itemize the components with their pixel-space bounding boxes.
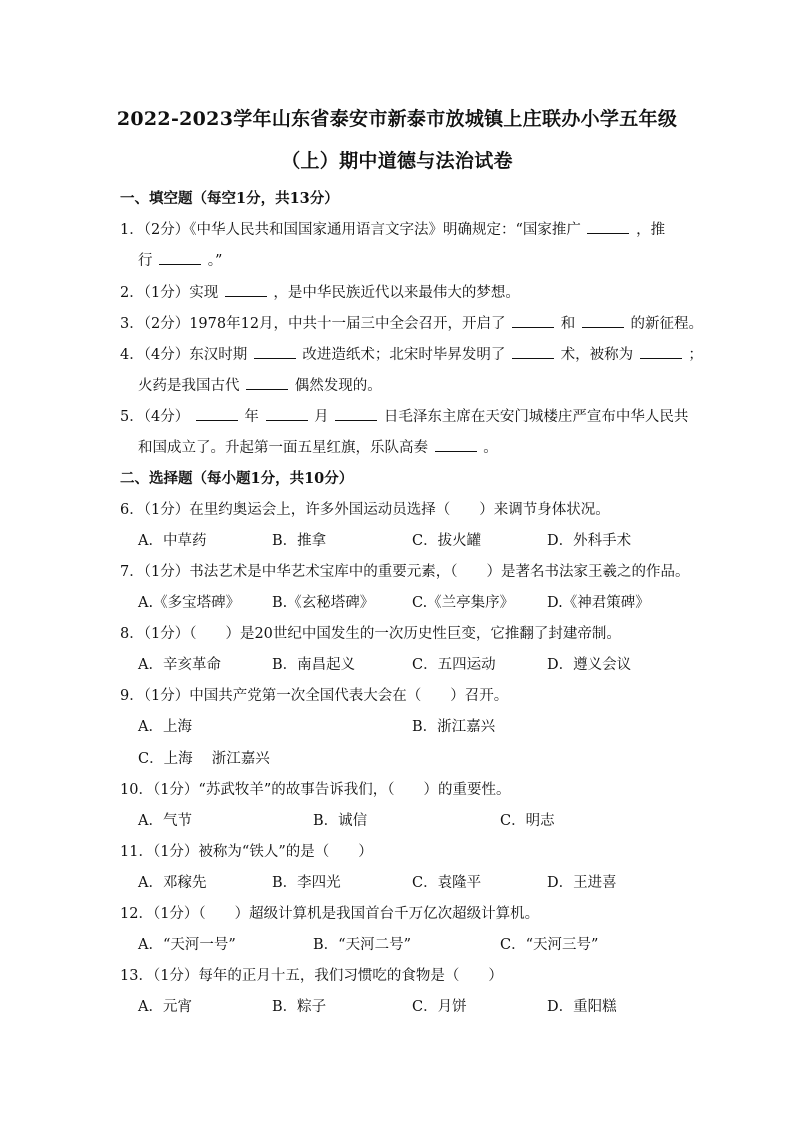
- q9-option-b: B．浙江嘉兴: [412, 719, 496, 735]
- question-10-stem: 10．（1分）“苏武牧羊”的故事告诉我们，（ ）的重要性。: [120, 782, 511, 798]
- q5-text-d: 日毛泽东主席在天安门城楼庄严宣布中华人民共: [383, 409, 689, 425]
- q2-text-a: 2．（1分）实现: [120, 285, 219, 301]
- q7-option-a: A.《多宝塔碑》: [138, 595, 241, 611]
- q8-option-a: A．辛亥革命: [138, 657, 221, 673]
- answer-blank: [246, 376, 288, 390]
- q4-text-c: 术，被称为: [560, 347, 634, 363]
- q6-option-d: D．外科手术: [547, 533, 632, 549]
- q11-option-a: A．邓稼先: [138, 875, 207, 891]
- q11-option-b: B．李四光: [272, 875, 341, 891]
- q6-option-a: A．中草药: [138, 533, 207, 549]
- question-1-line2: [138, 249, 222, 270]
- q2-text-b: ，是中华民族近代以来最伟大的梦想。: [273, 285, 520, 301]
- q1-text-a: 1．（2分）《中华人民共和国国家通用语言文字法》明确规定：“国家推广: [120, 222, 581, 238]
- section-fill-blank-heading: 一、填空题（每空1分，共13分）: [120, 190, 339, 207]
- answer-blank: [159, 251, 201, 265]
- q3-text-b: 和: [560, 316, 576, 332]
- q1-text-d: 。”: [207, 253, 223, 269]
- exam-title-line2: （上）期中道德与法治试卷: [281, 150, 513, 172]
- question-1-line1: [120, 218, 665, 239]
- q3-text-c: 的新征程。: [630, 316, 703, 332]
- q13-option-b: B．粽子: [272, 999, 327, 1015]
- q8-option-b: B．南昌起义: [272, 657, 356, 673]
- question-7-stem: 7．（1分）书法艺术是中华艺术宝库中的重要元素，（ ）是著名书法家王羲之的作品。: [120, 564, 690, 580]
- q4-text-b: 改进造纸术；北宋时毕昇发明了: [302, 347, 506, 363]
- q3-text-a: 3．（2分）1978年12月，中共十一届三中全会召开，开启了: [120, 316, 506, 332]
- answer-blank: [512, 345, 554, 359]
- question-3: [120, 312, 703, 333]
- q11-option-d: D．王进喜: [547, 875, 617, 891]
- question-6-stem: 6．（1分）在里约奥运会上，许多外国运动员选择（ ）来调节身体状况。: [120, 502, 610, 518]
- q10-option-a: A．气节: [138, 813, 192, 829]
- q7-option-c: C.《兰亭集序》: [412, 595, 515, 611]
- q10-option-b: B．诚信: [313, 813, 368, 829]
- question-9-stem: 9．（1分）中国共产党第一次全国代表大会在（ ）召开。: [120, 688, 509, 704]
- q13-option-d: D．重阳糕: [547, 999, 617, 1015]
- q5-text-a: 5．（4分）: [120, 409, 190, 425]
- q7-option-d: D.《神君策碑》: [547, 595, 650, 611]
- q4-text-a: 4．（4分）东汉时期: [120, 347, 248, 363]
- q12-option-b: B．“天河二号”: [313, 937, 411, 953]
- question-5-line2: [138, 436, 498, 457]
- question-2: [120, 281, 520, 302]
- q9-option-a: A．上海: [138, 719, 192, 735]
- q4-text-d: ；: [688, 347, 703, 363]
- q12-option-c: C．“天河三号”: [500, 937, 599, 953]
- q13-option-c: C．月饼: [412, 999, 467, 1015]
- question-8-stem: 8．（1分）（ ）是20世纪中国发生的一次历史性巨变，它推翻了封建帝制。: [120, 626, 621, 642]
- answer-blank: [512, 314, 554, 328]
- question-4-line1: [120, 343, 703, 364]
- q8-option-d: D．遵义会议: [547, 657, 632, 673]
- answer-blank: [196, 407, 238, 421]
- q9-option-c: C．上海 浙江嘉兴: [138, 751, 270, 767]
- q5-text-c: 月: [314, 409, 329, 425]
- section-choice-heading: 二、选择题（每小题1分，共10分）: [120, 470, 354, 487]
- answer-blank: [225, 283, 267, 297]
- question-4-line2: [138, 374, 382, 395]
- answer-blank: [335, 407, 377, 421]
- answer-blank: [640, 345, 682, 359]
- question-5-line1: [120, 405, 688, 426]
- q13-option-a: A．元宵: [138, 999, 192, 1015]
- q6-option-b: B．推拿: [272, 533, 327, 549]
- answer-blank: [254, 345, 296, 359]
- question-11-stem: 11．（1分）被称为“铁人”的是（ ）: [120, 844, 373, 860]
- answer-blank: [435, 438, 477, 452]
- q11-option-c: C．袁隆平: [412, 875, 482, 891]
- q4-text-e: 火药是我国古代: [138, 378, 240, 394]
- q12-option-a: A．“天河一号”: [138, 937, 236, 953]
- q5-text-f: 。: [483, 440, 498, 456]
- q5-text-e: 和国成立了。升起第一面五星红旗，乐队高奏: [138, 440, 428, 456]
- q1-text-b: ，推: [636, 222, 666, 238]
- question-12-stem: 12．（1分）（ ）超级计算机是我国首台千万亿次超级计算机。: [120, 906, 540, 922]
- q4-text-f: 偶然发现的。: [294, 378, 382, 394]
- q6-option-c: C．拔火罐: [412, 533, 482, 549]
- answer-blank: [582, 314, 624, 328]
- answer-blank: [266, 407, 308, 421]
- q5-text-b: 年: [244, 409, 259, 425]
- q10-option-c: C．明志: [500, 813, 555, 829]
- answer-blank: [587, 220, 629, 234]
- question-13-stem: 13．（1分）每年的正月十五，我们习惯吃的食物是（ ）: [120, 968, 503, 984]
- q8-option-c: C．五四运动: [412, 657, 496, 673]
- exam-title-line1: 2022-2023学年山东省泰安市新泰市放城镇上庄联办小学五年级: [116, 108, 678, 130]
- q7-option-b: B.《玄秘塔碑》: [272, 595, 375, 611]
- q1-text-c: 行: [138, 253, 153, 269]
